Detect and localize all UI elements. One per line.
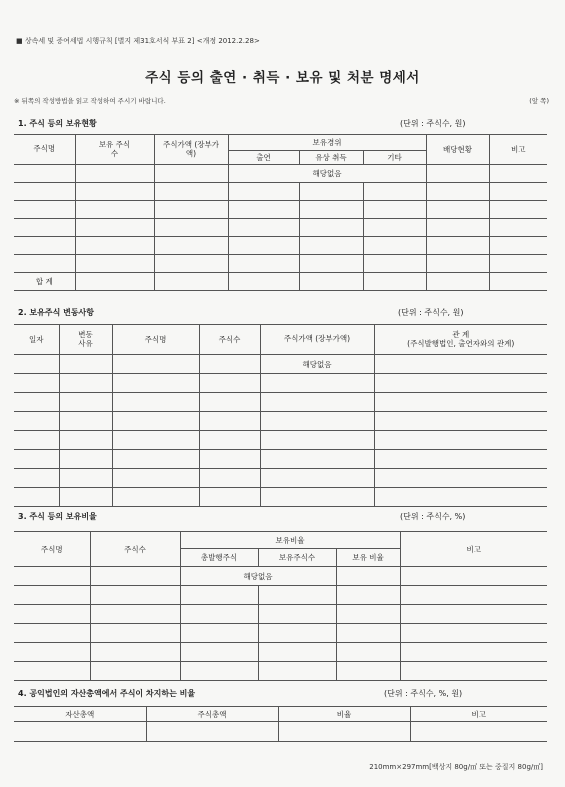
page-side-label: (앞 쪽)	[529, 97, 549, 105]
header-stock-name: 주식명	[14, 532, 90, 567]
holdings-table	[14, 134, 547, 291]
header-relation-detail: (주식발행법인, 출연자와의 관계)	[407, 338, 515, 348]
changes-table	[14, 324, 547, 507]
header-total-issued: 총발행주식	[180, 549, 258, 567]
header-remarks: 비고	[400, 532, 547, 567]
form-title: 주식 등의 출연 · 취득 · 보유 및 처분 명세서	[145, 70, 420, 86]
table-row	[14, 255, 547, 273]
section4-unit: (단위 : 주식수, %, 원)	[384, 689, 463, 698]
header-stock-value: 주식가액 (장부가액)	[154, 135, 228, 165]
table-row	[14, 662, 547, 681]
table-row	[14, 722, 547, 742]
header-stock-count: 주식수	[90, 532, 180, 567]
header-ratio: 비율	[278, 707, 410, 722]
header-stock-name: 주식명	[14, 135, 75, 165]
section1-title: 1. 주식 등의 보유현황	[18, 119, 97, 128]
section4-title: 4. 공익법인의 자산총액에서 주식이 차지하는 비율	[18, 689, 196, 698]
section2-unit: (단위 : 주식수, 원)	[398, 308, 464, 317]
table-row	[14, 469, 547, 488]
header-holding-path: 보유경위	[228, 135, 426, 151]
table-row	[14, 183, 547, 201]
table-row	[14, 567, 547, 586]
table-row	[14, 450, 547, 469]
header-paid-acquisition: 유상 취득	[299, 151, 363, 165]
table-row	[14, 374, 547, 393]
header-holding-count: 보유 주식수	[75, 135, 154, 165]
header-total-assets: 자산총액	[14, 707, 146, 722]
header-stock-value: 주식가액 (장부가액)	[260, 325, 374, 355]
section2-title: 2. 보유주식 변동사항	[18, 308, 94, 317]
header-stock-name: 주식명	[112, 325, 199, 355]
table-row	[14, 412, 547, 431]
header-remarks: 비고	[410, 707, 547, 722]
header-held-stock: 보유주식수	[258, 549, 336, 567]
empty-notice: 해당없음	[180, 567, 336, 586]
header-total-stock: 주식총액	[146, 707, 278, 722]
header-change-reason: 변동 사유	[59, 325, 112, 355]
header-other: 기타	[363, 151, 426, 165]
section1-unit: (단위 : 주식수, 원)	[400, 119, 466, 128]
holding-ratio-table	[14, 531, 547, 681]
table-row	[14, 165, 547, 183]
table-row	[14, 237, 547, 255]
header-date: 일자	[14, 325, 59, 355]
regulation-reference: ■ 상속세 및 증여세법 시행규칙 [별지 제31호서식 부표 2] <개정 2012.2.28>	[16, 37, 260, 45]
header-dividend: 배당현황	[426, 135, 489, 165]
table-row	[14, 643, 547, 662]
header-holding-ratio-group: 보유비율	[180, 532, 400, 549]
asset-ratio-table	[14, 706, 547, 742]
table-row	[14, 624, 547, 643]
total-label: 합 계	[14, 273, 75, 291]
paper-spec: 210mm×297mm[백상지 80g/㎡ 또는 중질지 80g/㎡]	[369, 763, 543, 771]
header-remarks: 비고	[489, 135, 547, 165]
header-holding-ratio: 보유 비율	[336, 549, 400, 567]
instruction-note: ※ 뒤쪽의 작성방법을 읽고 작성하여 주시기 바랍니다.	[14, 97, 166, 105]
table-row	[14, 355, 547, 374]
empty-notice: 해당없음	[260, 355, 374, 374]
table-row	[14, 586, 547, 605]
table-row	[14, 201, 547, 219]
table-row	[14, 393, 547, 412]
total-row	[14, 273, 547, 291]
table-row	[14, 431, 547, 450]
table-row	[14, 219, 547, 237]
table-row	[14, 488, 547, 507]
header-stock-count: 주식수	[199, 325, 260, 355]
table-row	[14, 605, 547, 624]
header-relation: 관 계	[452, 329, 470, 339]
section3-unit: (단위 : 주식수, %)	[400, 512, 466, 521]
empty-notice: 해당없음	[228, 165, 426, 183]
section3-title: 3. 주식 등의 보유비율	[18, 512, 97, 521]
header-contribution: 출연	[228, 151, 299, 165]
